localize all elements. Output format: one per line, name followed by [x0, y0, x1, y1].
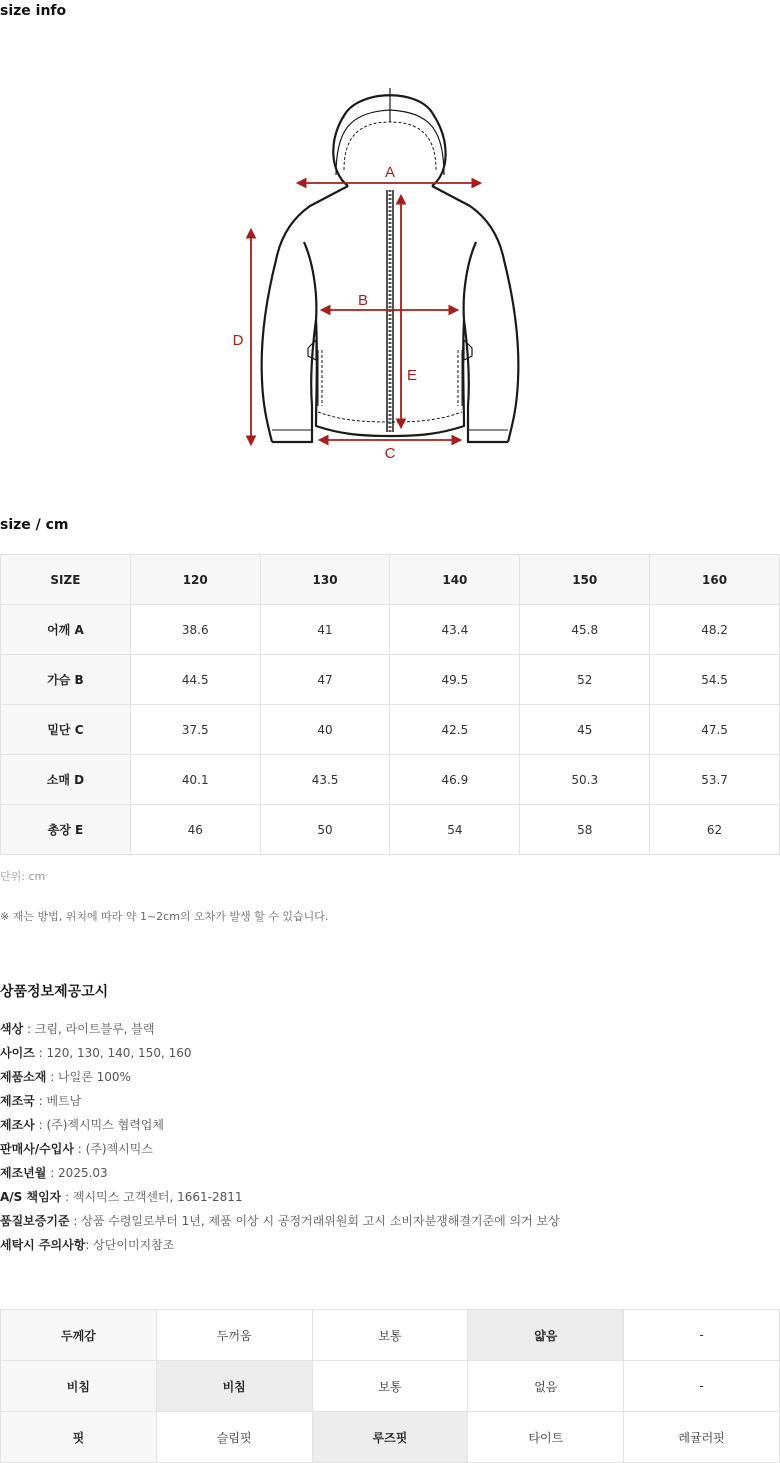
info-label: 제조국 — [0, 1094, 35, 1108]
info-value: : (주)젝시믹스 협력업체 — [34, 1118, 164, 1132]
feature-row — [1, 1361, 780, 1412]
measurement-value: 50.3 — [520, 755, 650, 805]
measure-a-label: A — [384, 164, 396, 181]
feature-option: - — [624, 1310, 780, 1361]
info-label: 세탁시 주의사항 — [0, 1238, 86, 1252]
measurement-label: 밑단 C — [1, 705, 131, 755]
feature-option: 보통 — [312, 1310, 468, 1361]
info-value: : 크림, 라이트블루, 블랙 — [23, 1022, 155, 1036]
feature-table — [0, 1309, 780, 1463]
product-info-list — [0, 1019, 560, 1259]
info-value: : 상단이미지참조 — [85, 1238, 175, 1252]
info-label: 제조년월 — [0, 1166, 47, 1180]
info-label: 판매사/수입사 — [0, 1142, 74, 1156]
product-info-item — [0, 1163, 560, 1187]
product-info-item — [0, 1091, 560, 1115]
size-table-row — [1, 605, 780, 655]
measurement-value: 58 — [520, 805, 650, 855]
measurement-value: 37.5 — [130, 705, 260, 755]
feature-option-selected: 얇음 — [468, 1310, 624, 1361]
product-info-item — [0, 1115, 560, 1139]
feature-option: 타이트 — [468, 1412, 624, 1463]
size-table-row — [1, 805, 780, 855]
measurement-value: 42.5 — [390, 705, 520, 755]
product-info-item — [0, 1235, 560, 1259]
jacket-outline — [262, 88, 519, 442]
measurement-value: 40 — [260, 705, 390, 755]
product-info-item — [0, 1211, 560, 1235]
size-table — [0, 554, 780, 855]
jacket-measurement-diagram — [0, 30, 780, 490]
size-header-cell: SIZE — [1, 555, 131, 605]
measurement-value: 45 — [520, 705, 650, 755]
measurement-value: 62 — [650, 805, 780, 855]
measurement-value: 48.2 — [650, 605, 780, 655]
measurement-label: 총장 E — [1, 805, 131, 855]
info-label: 제품소재 — [0, 1070, 47, 1084]
info-value: : 젝시믹스 고객센터, 1661-2811 — [61, 1190, 243, 1204]
measurement-value: 52 — [520, 655, 650, 705]
measurement-value: 43.5 — [260, 755, 390, 805]
measurement-value: 45.8 — [520, 605, 650, 655]
measurement-label: 어깨 A — [1, 605, 131, 655]
size-table-row — [1, 705, 780, 755]
measure-e-label: E — [406, 367, 418, 384]
info-value: : 베트남 — [34, 1094, 82, 1108]
feature-option: 없음 — [468, 1361, 624, 1412]
product-info-item — [0, 1067, 560, 1091]
size-table-header-row — [1, 555, 780, 605]
info-value: : 2025.03 — [46, 1166, 108, 1180]
measurement-value: 40.1 — [130, 755, 260, 805]
feature-option: 보통 — [312, 1361, 468, 1412]
size-column-header: 140 — [390, 555, 520, 605]
info-value: : 나일론 100% — [46, 1070, 131, 1084]
measurement-value: 49.5 — [390, 655, 520, 705]
measurement-value: 38.6 — [130, 605, 260, 655]
measurement-value: 47 — [260, 655, 390, 705]
feature-option: 레귤러핏 — [624, 1412, 780, 1463]
size-column-header: 150 — [520, 555, 650, 605]
size-cm-heading: size / cm — [0, 517, 69, 533]
measure-b-label: B — [357, 292, 369, 309]
size-table-row — [1, 755, 780, 805]
size-info-heading: size info — [0, 3, 67, 19]
info-label: 사이즈 — [0, 1046, 35, 1060]
product-info-item — [0, 1139, 560, 1163]
info-value: : 상품 수령일로부터 1년, 제품 이상 시 공정거래위원회 고시 소비자분쟁해결기준에 의거 보상 — [69, 1214, 560, 1228]
measurement-value: 43.4 — [390, 605, 520, 655]
info-label: 색상 — [0, 1022, 24, 1036]
feature-option: 두꺼움 — [156, 1310, 312, 1361]
product-info-item — [0, 1043, 560, 1067]
info-label: 제조사 — [0, 1118, 35, 1132]
size-table-row — [1, 655, 780, 705]
measurement-label: 소매 D — [1, 755, 131, 805]
zipper — [387, 190, 393, 432]
measurement-value: 53.7 — [650, 755, 780, 805]
size-column-header: 130 — [260, 555, 390, 605]
feature-label: 두께감 — [1, 1310, 157, 1361]
measurement-value: 41 — [260, 605, 390, 655]
measurement-label: 가슴 B — [1, 655, 131, 705]
measure-d-label: D — [232, 332, 244, 349]
measurement-value: 46 — [130, 805, 260, 855]
measurement-lines — [251, 183, 480, 444]
size-column-header: 160 — [650, 555, 780, 605]
measurement-value: 50 — [260, 805, 390, 855]
info-label: 품질보증기준 — [0, 1214, 70, 1228]
product-notice-heading: 상품정보제공고시 — [0, 984, 109, 1000]
feature-option: - — [624, 1361, 780, 1412]
info-value: : (주)젝시믹스 — [73, 1142, 153, 1156]
measurement-error-note: ※ 재는 방법, 위치에 따라 약 1~2cm의 오차가 발생 할 수 있습니다. — [0, 910, 329, 923]
feature-option: 슬림핏 — [156, 1412, 312, 1463]
info-value: : 120, 130, 140, 150, 160 — [34, 1046, 192, 1060]
measurement-value: 54.5 — [650, 655, 780, 705]
feature-label: 핏 — [1, 1412, 157, 1463]
measurement-value: 54 — [390, 805, 520, 855]
feature-row — [1, 1310, 780, 1361]
feature-option-selected: 루즈핏 — [312, 1412, 468, 1463]
product-info-item — [0, 1187, 560, 1211]
feature-row — [1, 1412, 780, 1463]
unit-note: 단위: cm — [0, 870, 46, 883]
measurement-value: 44.5 — [130, 655, 260, 705]
feature-option-selected: 비침 — [156, 1361, 312, 1412]
feature-label: 비침 — [1, 1361, 157, 1412]
info-label: A/S 책임자 — [0, 1190, 62, 1204]
measurement-value: 46.9 — [390, 755, 520, 805]
measure-c-label: C — [384, 445, 396, 462]
measurement-value: 47.5 — [650, 705, 780, 755]
product-info-item — [0, 1019, 560, 1043]
size-column-header: 120 — [130, 555, 260, 605]
